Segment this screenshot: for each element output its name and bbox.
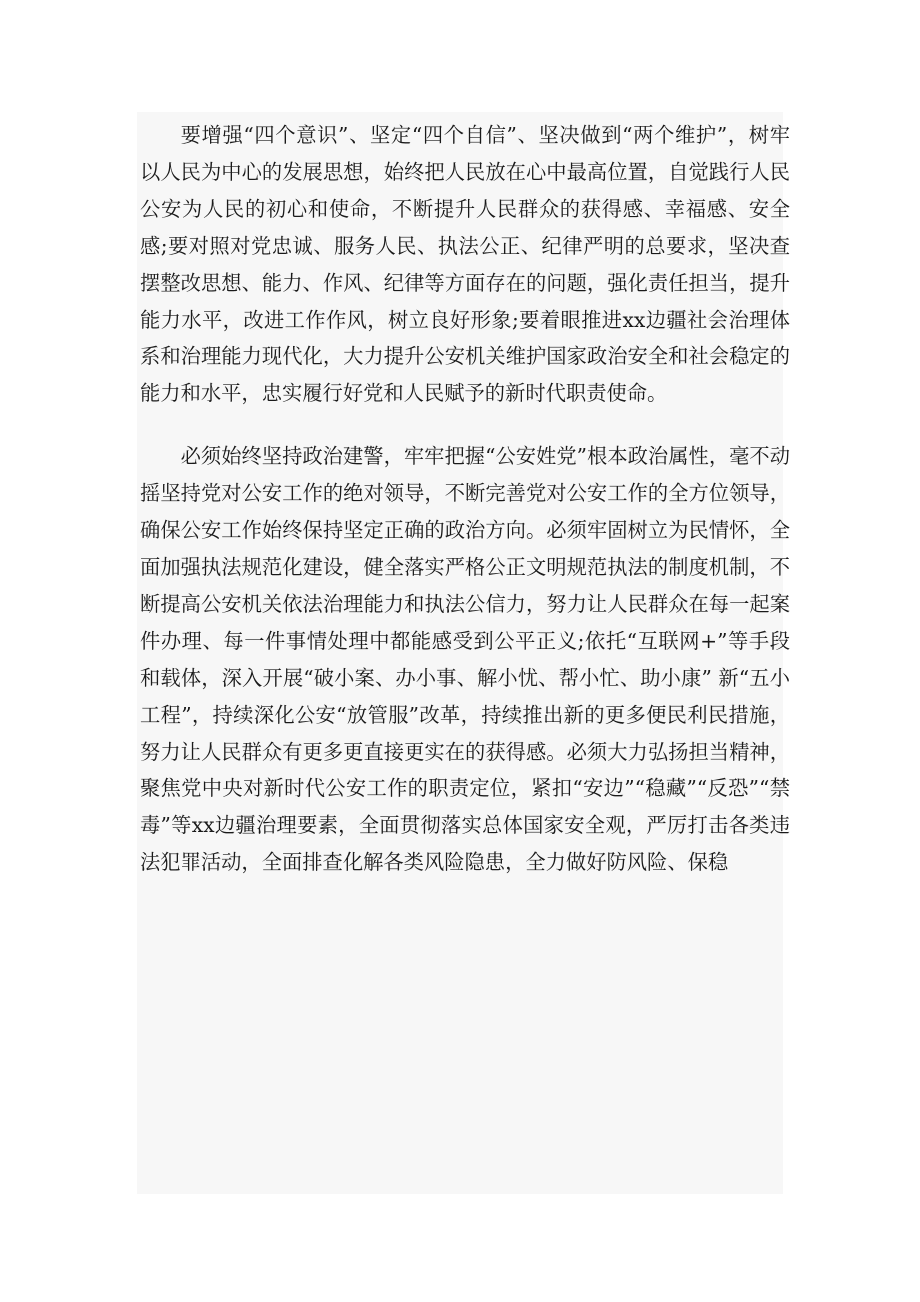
paragraph-2: 必须始终坚持政治建警，牢牢把握“公安姓党”根本政治属性，毫不动摇坚持党对公安工作的绝对领导，不断完善党对公安工作的全方位领导，确保公安工作始终保持坚定正确的政治方向。必须牢固树立为民情怀，全面加强执法规范化建设，健全落实严格公正文明规范执法的制度机制，不断提高公安机关依法治理能力和执法公信力，努力让人民群众在每一起案件办理、每一件事情处理中都能感受到公平正义;依托“互联网+”等手段和载体，深入开展“破小案、办小事、解小忧、帮小忙、助小康” 新“五小工程”，持续深化公安“放管服”改革，持续推出新的更多便民利民措施，努力让人民群众有更多更直接更实在的获得感。必须大力弘扬担当精神，聚焦党中央对新时代公安工作的职责定位，紧扣“安边”“稳藏”“反恐”“禁毒”等xx边疆治理要素，全面贯彻落实总体国家安全观，严厉打击各类违法犯罪活动，全面排查化解各类风险隐患，全力做好防风险、保稳: [140, 444, 790, 875]
paragraph-1: 要增强“四个意识”、坚定“四个自信”、坚决做到“两个维护”，树牢以人民为中心的发展思想，始终把人民放在心中最高位置，自觉践行人民公安为人民的初心和使命，不断提升人民群众的获得感、幸福感、安全感;要对照对党忠诚、服务人民、执法公正、纪律严明的总要求，坚决查摆整改思想、能力、作风、纪律等方面存在的问题，强化责任担当，提升能力水平，改进工作作风，树立良好形象;要着眼推进xx边疆社会治理体系和治理能力现代化，大力提升公安机关维护国家政治安全和社会稳定的能力和水平，忠实履行好党和人民赋予的新时代职责使命。: [140, 123, 790, 406]
document-body: [140, 117, 790, 881]
